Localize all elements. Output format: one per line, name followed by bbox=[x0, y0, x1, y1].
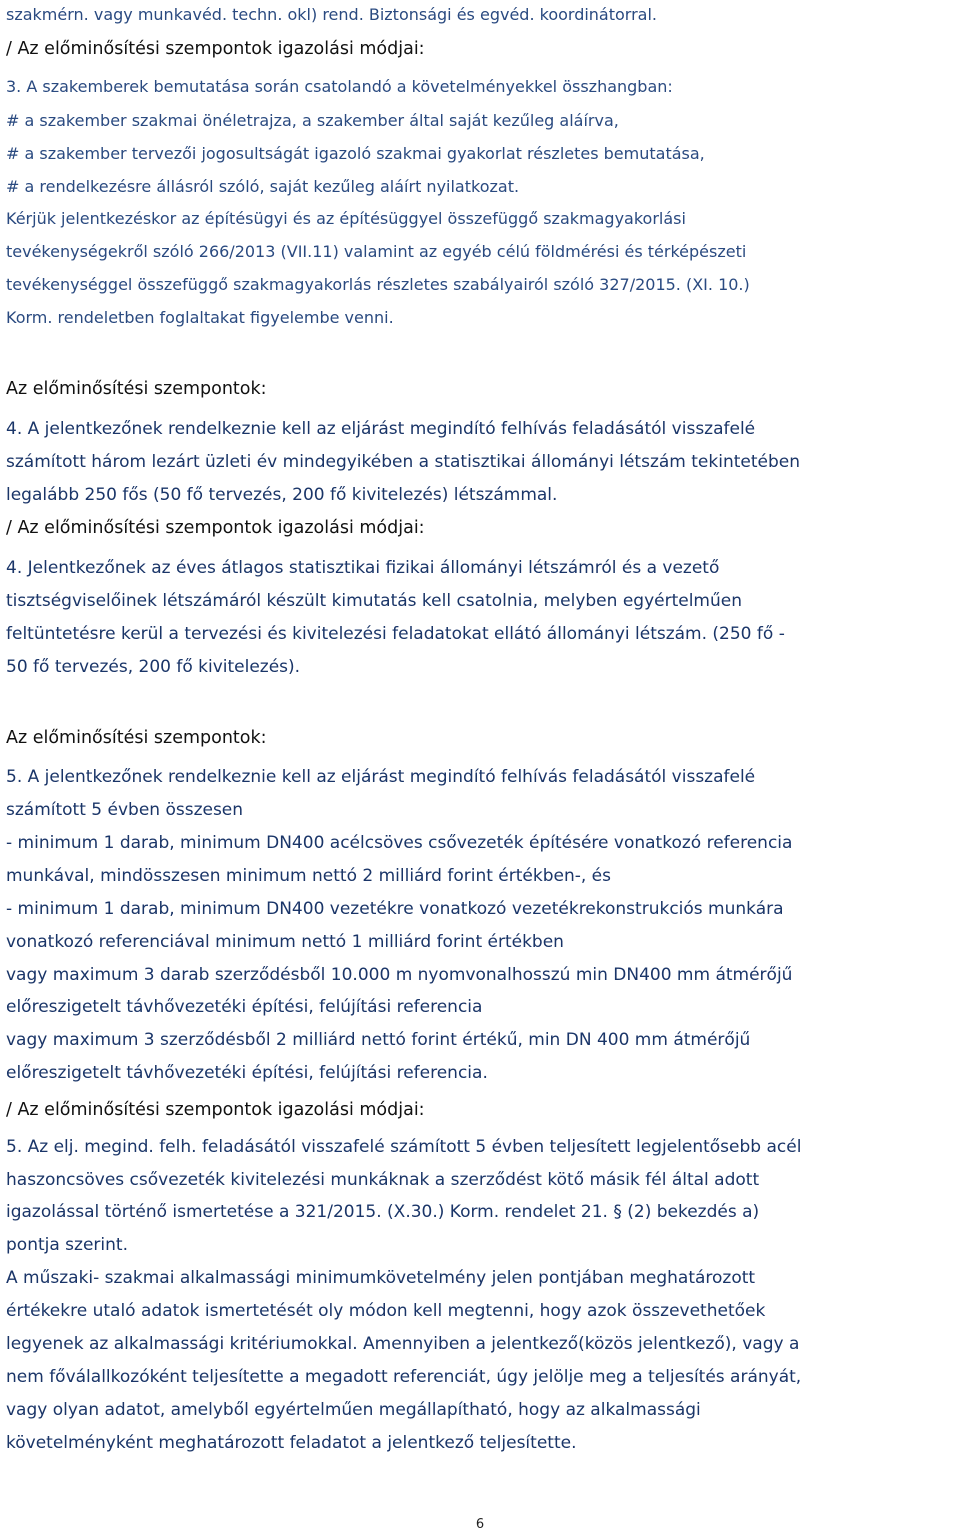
text-line: vonatkozó referenciával minimum nettó 1 milliárd forint értékben bbox=[6, 932, 564, 952]
text-line: - minimum 1 darab, minimum DN400 acélcsöves csővezeték építésére vonatkozó referencia bbox=[6, 833, 793, 853]
text-line: előreszigetelt távhővezetéki építési, felújítási referencia bbox=[6, 997, 483, 1017]
text-line: vagy maximum 3 szerződésből 2 milliárd nettó forint értékű, min DN 400 mm átmérőjű bbox=[6, 1030, 751, 1050]
text-line: feltüntetésre kerül a tervezési és kivitelezési feladatokat ellátó állományi létszám. (250 fő - bbox=[6, 624, 785, 644]
text-line: legalább 250 fős (50 fő tervezés, 200 fő kivitelezés) létszámmal. bbox=[6, 485, 558, 505]
text-line: Kérjük jelentkezéskor az építésügyi és az építésüggyel összefüggő szakmagyakorlási bbox=[6, 209, 686, 228]
text-line: tevékenységekről szóló 266/2013 (VII.11) valamint az egyéb célú földmérési és térképészeti bbox=[6, 242, 747, 261]
text-line: 5. A jelentkezőnek rendelkeznie kell az eljárást megindító felhívás feladásától visszafelé bbox=[6, 767, 756, 787]
text-line: előreszigetelt távhővezetéki építési, felújítási referencia. bbox=[6, 1063, 488, 1083]
text-line: számított három lezárt üzleti év mindegyikében a statisztikai állományi létszám tekintetében bbox=[6, 452, 801, 472]
text-line: 50 fő tervezés, 200 fő kivitelezés). bbox=[6, 657, 301, 677]
text-line: - minimum 1 darab, minimum DN400 vezetékre vonatkozó vezetékrekonstrukciós munkára bbox=[6, 899, 784, 919]
text-line: A műszaki- szakmai alkalmassági minimumkövetelmény jelen pontjában meghatározott bbox=[6, 1268, 756, 1288]
text-line: pontja szerint. bbox=[6, 1235, 128, 1255]
text-line: tevékenységgel összefüggő szakmagyakorlás részletes szabályairól szóló 327/2015. (XI. 10.) bbox=[6, 275, 750, 294]
text-line: értékekre utaló adatok ismertetését oly módon kell megtenni, hogy azok összevethetőek bbox=[6, 1301, 766, 1321]
section-heading: Az előminősítési szempontok: bbox=[6, 728, 267, 748]
text-line: munkával, mindösszesen minimum nettó 2 milliárd forint értékben-, és bbox=[6, 866, 611, 886]
text-line: legyenek az alkalmassági kritériumokkal. Amennyiben a jelentkező(közös jelentkező), vagy a bbox=[6, 1334, 800, 1354]
text-line: haszoncsöves csővezeték kivitelezési munkáknak a szerződést kötő másik fél által adott bbox=[6, 1170, 760, 1190]
page-number: 6 bbox=[475, 1517, 485, 1532]
text-line: # a szakember tervezői jogosultságát igazoló szakmai gyakorlat részletes bemutatása, bbox=[6, 144, 705, 163]
text-line: nem főválallkozóként teljesítette a megadott referenciát, úgy jelölje meg a teljesítés arányát, bbox=[6, 1367, 802, 1387]
text-line: 4. A jelentkezőnek rendelkeznie kell az eljárást megindító felhívás feladásától visszafelé bbox=[6, 419, 756, 439]
text-line: vagy olyan adatot, amelyből egyértelműen megállapítható, hogy az alkalmassági bbox=[6, 1400, 701, 1420]
section-heading: / Az előminősítési szempontok igazolási módjai: bbox=[6, 39, 425, 59]
text-line: számított 5 évben összesen bbox=[6, 800, 244, 820]
section-heading: / Az előminősítési szempontok igazolási módjai: bbox=[6, 518, 425, 538]
text-line: szakmérn. vagy munkavéd. techn. okl) rend. Biztonsági és egvéd. koordinátorral. bbox=[6, 5, 658, 24]
text-line: vagy maximum 3 darab szerződésből 10.000 m nyomvonalhosszú min DN400 mm átmérőjű bbox=[6, 965, 793, 985]
text-line: 5. Az elj. megind. felh. feladásától visszafelé számított 5 évben teljesített legjelentősebb acél bbox=[6, 1137, 802, 1157]
text-line: Korm. rendeletben foglaltakat figyelembe venni. bbox=[6, 308, 394, 327]
text-line: igazolással történő ismertetése a 321/2015. (X.30.) Korm. rendelet 21. § (2) bekezdés a) bbox=[6, 1202, 760, 1222]
text-line: 3. A szakemberek bemutatása során csatolandó a követelményekkel összhangban: bbox=[6, 77, 673, 96]
text-line: # a rendelkezésre állásról szóló, saját kezűleg aláírt nyilatkozat. bbox=[6, 177, 520, 196]
text-line: követelményként meghatározott feladatot a jelentkező teljesítette. bbox=[6, 1433, 577, 1453]
section-heading: Az előminősítési szempontok: bbox=[6, 379, 267, 399]
text-line: tisztségviselőinek létszámáról készült kimutatás kell csatolnia, melyben egyértelműen bbox=[6, 591, 742, 611]
text-line: 4. Jelentkezőnek az éves átlagos statisztikai fizikai állományi létszámról és a vezető bbox=[6, 558, 720, 578]
section-heading: / Az előminősítési szempontok igazolási módjai: bbox=[6, 1100, 425, 1120]
text-line: # a szakember szakmai önéletrajza, a szakember által saját kezűleg aláírva, bbox=[6, 111, 619, 130]
